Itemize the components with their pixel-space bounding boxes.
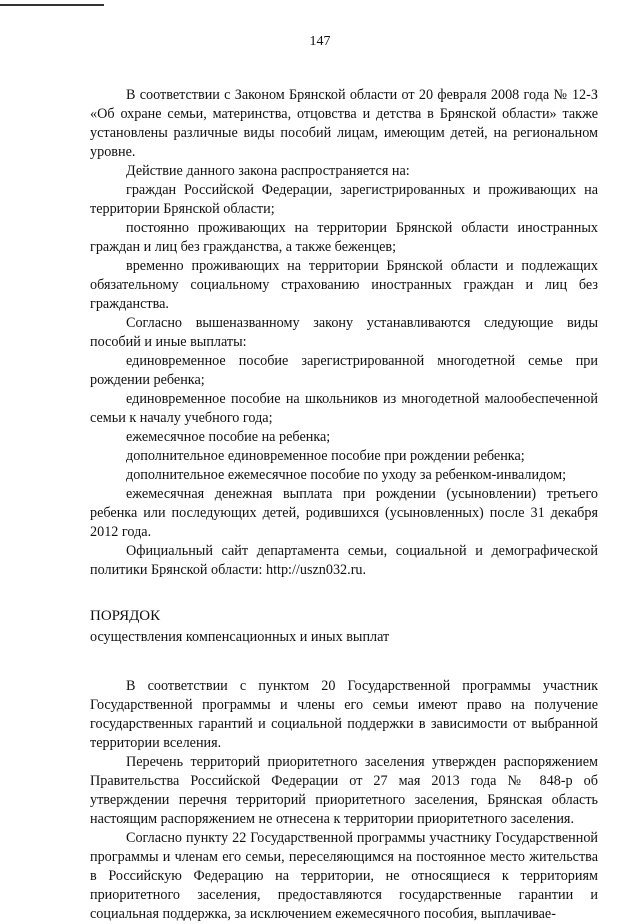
list-item: граждан Российской Федерации, зарегистрированных и проживающих на территории Брянской области;: [90, 182, 598, 217]
list-item: ежемесячное пособие на ребенка;: [126, 429, 331, 445]
list-item: дополнительное ежемесячное пособие по уходу за ребенком-инвалидом;: [126, 467, 567, 483]
paragraph: Согласно вышеназванному закону устанавливаются следующие виды пособий и иные выплаты:: [90, 315, 598, 350]
page-number: 147: [309, 34, 331, 49]
list-item: дополнительное единовременное пособие при рождении ребенка;: [126, 448, 525, 464]
section-subtitle: осуществления компенсационных и иных выплат: [90, 629, 390, 645]
list-item: ежемесячная денежная выплата при рождении (усыновлении) третьего ребенка или последующих детей, родившихся (усыновленных) после 31 декабря 2012 года.: [90, 486, 598, 540]
list-item: единовременное пособие на школьников из многодетной малообеспеченной семьи к началу учебного года;: [90, 391, 598, 426]
top-rule: [0, 4, 104, 6]
section-title: ПОРЯДОК: [90, 608, 161, 624]
paragraph: Согласно пункту 22 Государственной программы участнику Государственной программы и членам его семьи, переселяющимся на постоянное место жительства в Российскую Федерацию на территории, не относящиеся к территориям приоритетного заселения, предоставляются государственные гарантии и социальная поддержка, за исключением ежемесячного пособия, выплачивае-: [90, 830, 598, 922]
list-item: постоянно проживающих на территории Брянской области иностранных граждан и лиц без гражданства, а также беженцев;: [90, 220, 598, 255]
paragraph: Перечень территорий приоритетного заселения утвержден распоряжением Правительства Российской Федерации от 27 мая 2013 года № 848-р об утверждении перечня территорий приоритетного заселения, Брянская область настоящим распоряжением не отнесена к территории приоритетного заселения.: [90, 754, 598, 827]
paragraph: Официальный сайт департамента семьи, социальной и демографической политики Брянской области: http://uszn032.ru.: [90, 543, 598, 578]
document-body: [90, 86, 598, 924]
paragraph: Действие данного закона распространяется на:: [126, 163, 410, 179]
list-item: единовременное пособие зарегистрированной многодетной семье при рождении ребенка;: [90, 353, 598, 388]
list-item: временно проживающих на территории Брянской области и подлежащих обязательному социальному страхованию иностранных граждан и лиц без гражданства.: [90, 258, 598, 312]
paragraph: В соответствии с пунктом 20 Государственной программы участник Государственной программы и члены его семьи имеют право на получение государственных гарантий и социальной поддержки в зависимости от выбранной территории вселения.: [90, 678, 598, 751]
paragraph: В соответствии с Законом Брянской области от 20 февраля 2008 года № 12-З «Об охране семьи, материнства, отцовства и детства в Брянской области» также установлены различные виды пособий лицам, имеющим детей, на региональном уровне.: [90, 87, 598, 160]
